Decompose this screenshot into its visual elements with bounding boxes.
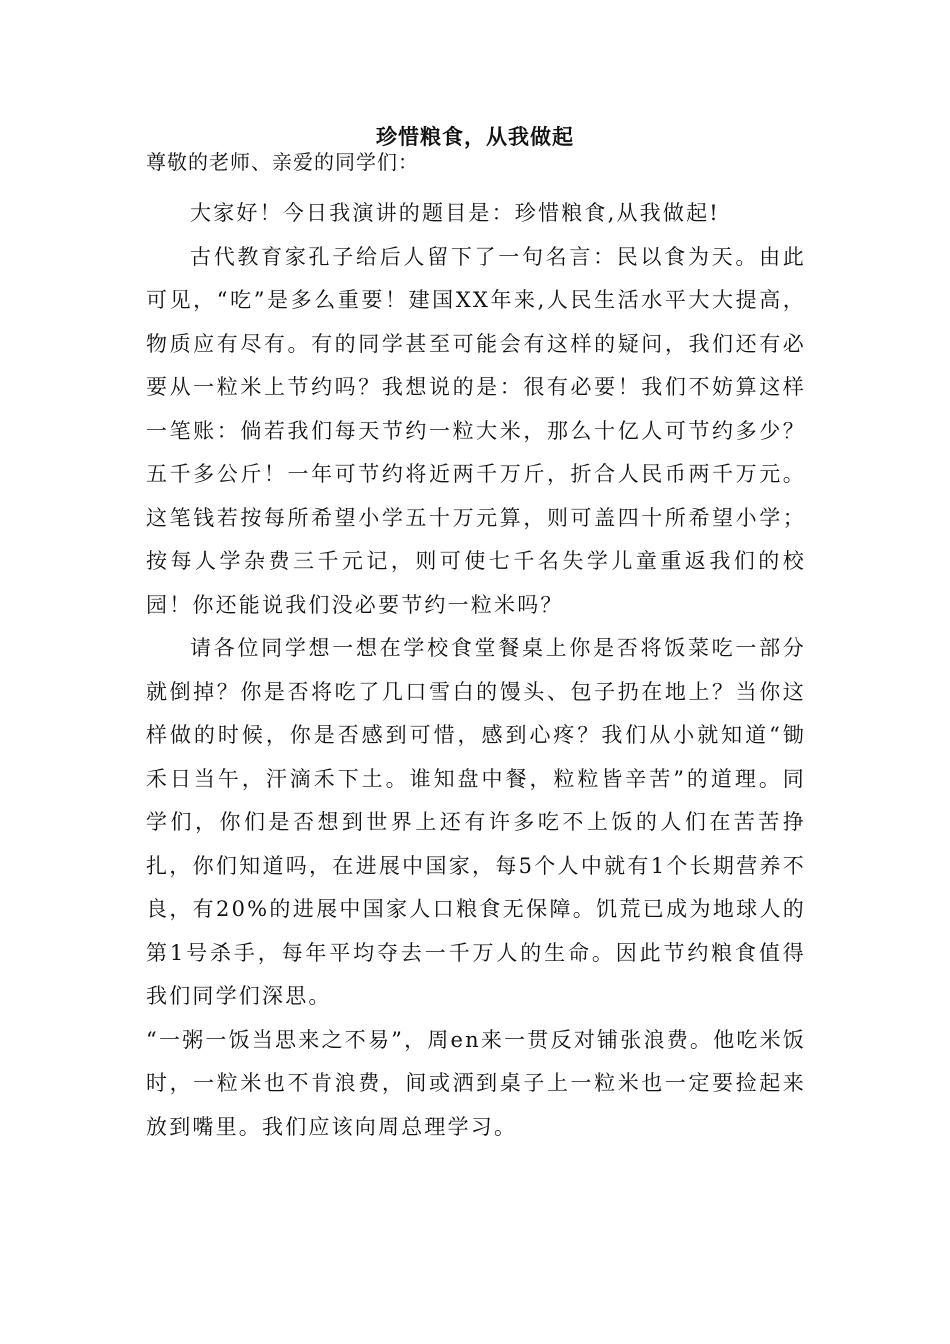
paragraph-canteen: 请各位同学想一想在学校食堂餐桌上你是否将饭菜吃一部分就倒掉？你是否将吃了几口雪白的馒头、包子扔在地上？当你这样做的时候，你是否感到可惜，感到心疼？我们从小就知道“锄禾日当午，汗滴禾下土。谁知盘中餐，粒粒皆辛苦”的道理。同学们，你们是否想到世界上还有许多吃不上饭的人们在苦苦挣扎，你们知道吗，在进展中国家，每5个人中就有1个长期营养不良，有20%的进展中国家人口粮食无保障。饥荒已成为地球人的第1号杀手，每年平均夺去一千万人的生命。因此节约粮食值得我们同学们深思。 <box>146 636 806 1008</box>
paragraph-confucius: 古代教育家孔子给后人留下了一句名言：民以食为天。由此可见，“吃”是多么重要！建国XX年来,人民生活水平大大提高，物质应有尽有。有的同学甚至可能会有这样的疑问，我们还有必要从一粒米上节约吗？我想说的是：很有必要！我们不妨算这样一笔账：倘若我们每天节约一粒大米，那么十亿人可节约多少？五千多公斤！一年可节约将近两千万斤，折合人民币两千万元。这笔钱若按每所希望小学五十万元算，则可盖四十所希望小学；按每人学杂费三千元记，则可使七千名失学儿童重返我们的校园！你还能说我们没必要节约一粒米吗？ <box>146 244 806 617</box>
document-title: 珍惜粮食，从我做起 <box>376 124 574 149</box>
paragraph-zhou: “一粥一饭当思来之不易”，周en来一贯反对铺张浪费。他吃米饭时，一粒米也不肯浪费，间或洒到桌子上一粒米也一定要捡起来放到嘴里。我们应该向周总理学习。 <box>146 1027 806 1139</box>
salutation: 尊敬的老师、亲爱的同学们： <box>146 150 419 174</box>
paragraph-greeting: 大家好！今日我演讲的题目是：珍惜粮食,从我做起! <box>190 201 720 225</box>
document-body <box>146 192 806 1149</box>
